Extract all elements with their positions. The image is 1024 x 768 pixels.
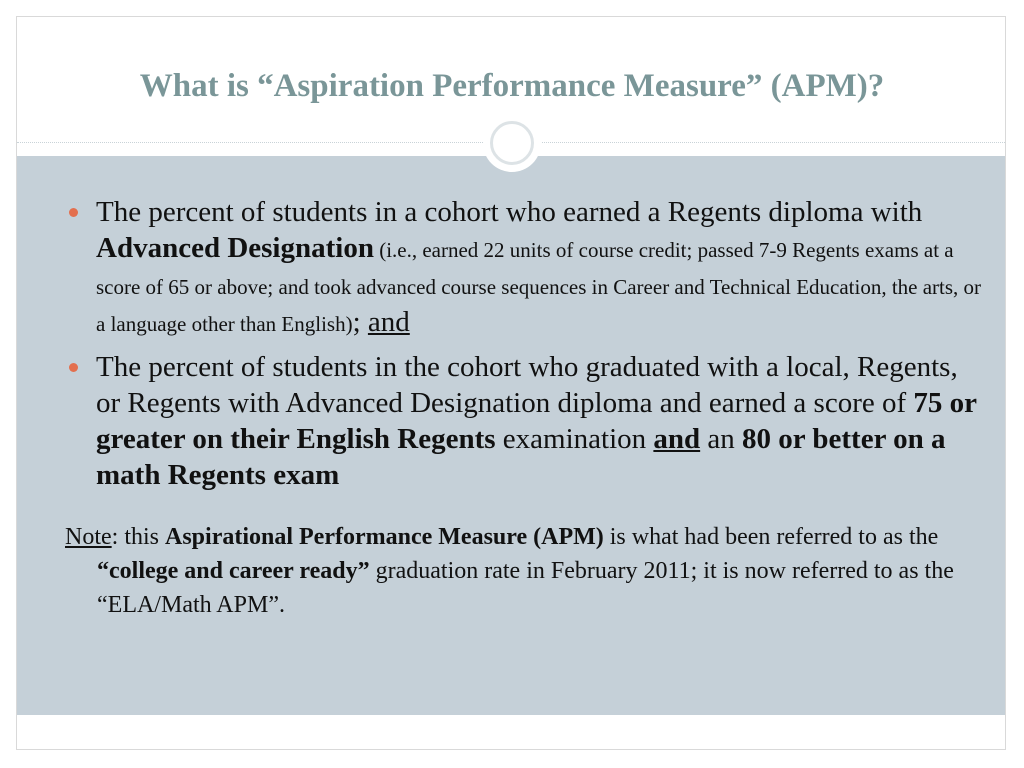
circle-ring-icon xyxy=(490,121,534,165)
bullet-bold-underline-text: and xyxy=(653,423,701,455)
note-label: Note xyxy=(65,524,112,550)
bullet-item-english-math xyxy=(63,349,983,493)
bullet-item-regents-advanced xyxy=(63,194,983,341)
bullet-list xyxy=(63,194,983,501)
bullet-detail-text: (i.e., earned 22 units of course credit; passed 7-9 Regents exams at a score of 65 or above; and took advanced course sequences in Career and Technical Education, the arts, or a language other than English) xyxy=(96,238,982,336)
bullet-bold-text: 80 or better on a math Regents exam xyxy=(96,423,946,491)
bullet-bold-text: Advanced Designation xyxy=(96,232,374,264)
note-text: : this xyxy=(111,524,165,550)
bullet-dot-icon xyxy=(69,363,78,372)
note-paragraph xyxy=(65,520,997,622)
bullet-text: an xyxy=(700,423,743,455)
bullet-text: The percent of students in a cohort who earned a Regents diploma with xyxy=(96,196,923,228)
bullet-bold-text: 75 or greater on their English Regents xyxy=(96,387,977,455)
bullet-underline-text: and xyxy=(367,306,410,338)
bullet-text: ; xyxy=(352,306,368,338)
note-bold-text: “college and career ready” xyxy=(97,558,370,584)
note-text: is what had been referred to as the xyxy=(603,524,939,550)
slide-title: What is “Aspiration Performance Measure” (APM)? xyxy=(139,68,885,104)
decorative-circle-icon xyxy=(483,114,541,172)
bullet-dot-icon xyxy=(69,208,78,217)
note-text: graduation rate in February 2011; it is now referred to as the “ELA/Math APM”. xyxy=(97,558,954,618)
note-bold-text: Aspirational Performance Measure (APM) xyxy=(165,524,604,550)
bullet-text: examination xyxy=(495,423,654,455)
bullet-text: The percent of students in the cohort who graduated with a local, Regents, or Regents with Advanced Designation diploma and earned a score of xyxy=(96,351,958,419)
